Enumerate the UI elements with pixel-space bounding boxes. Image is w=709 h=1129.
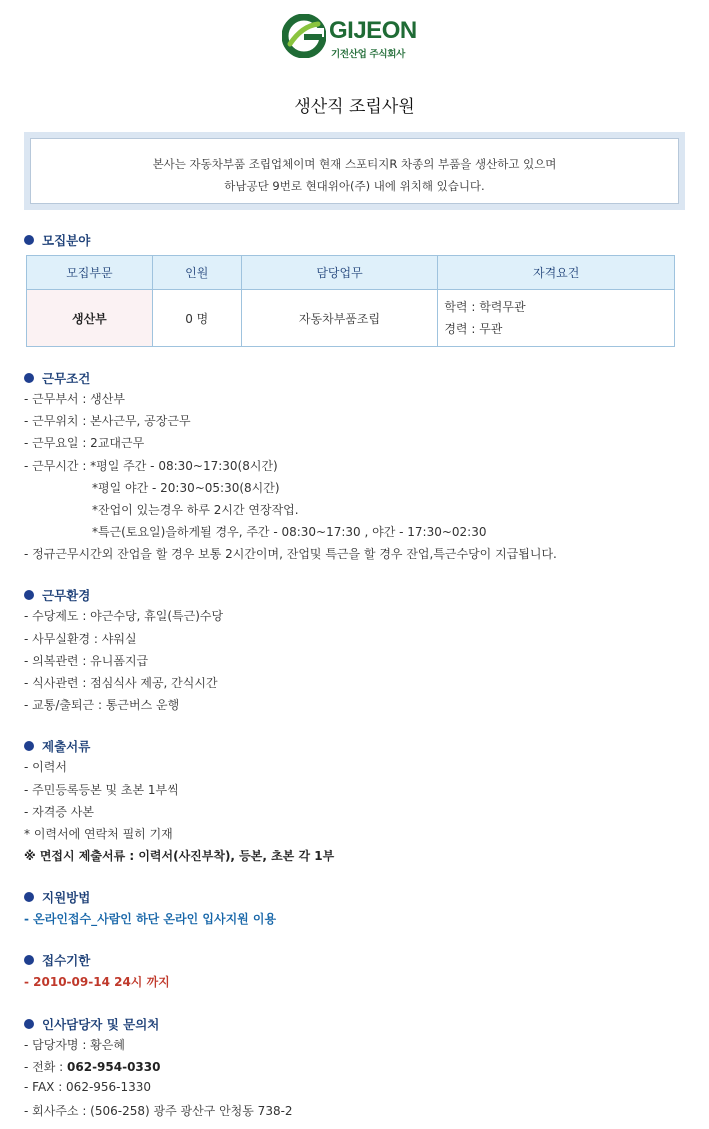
intro-line-2: 하남공단 9번로 현대위아(주) 내에 위치해 있습니다. <box>224 179 485 193</box>
environment-line: - 사무실환경 : 샤워실 <box>24 632 137 646</box>
bullet-icon <box>24 955 34 965</box>
environment-line: - 교통/출퇴근 : 통근버스 운행 <box>24 698 180 712</box>
table-row <box>27 290 675 347</box>
document-line: - 주민등록등본 및 초본 1부씩 <box>24 783 179 797</box>
condition-line: - 근무요일 : 2교대근무 <box>24 436 145 450</box>
bullet-icon <box>24 1019 34 1029</box>
environment-line: - 의복관련 : 유니폼지급 <box>24 654 149 668</box>
apply-method-text: - 온라인접수_사람인 하단 온라인 입사지원 이용 <box>24 912 277 926</box>
condition-line: *특근(토요일)을하게될 경우, 주간 - 08:30~17:30 , 야간 - 17:30~02:30 <box>92 525 487 539</box>
section-heading-label: 인사담당자 및 문의처 <box>42 1017 160 1032</box>
bullet-icon <box>24 235 34 245</box>
environment-line: - 수당제도 : 야근수당, 휴일(특근)수당 <box>24 609 224 623</box>
table-header-row <box>27 256 675 290</box>
bullet-icon <box>24 373 34 383</box>
logo-mark-icon <box>282 14 326 58</box>
section-heading-label: 지원방법 <box>42 890 91 905</box>
contact-phone-number: 062-954-0330 <box>67 1060 161 1074</box>
company-logo <box>282 14 432 62</box>
condition-line: *잔업이 있는경우 하루 2시간 연장작업. <box>92 503 299 517</box>
environment-line: - 식사관련 : 점심식사 제공, 간식시간 <box>24 676 218 690</box>
column-header: 자격요건 <box>438 256 675 290</box>
section-heading-label: 접수기한 <box>42 953 91 968</box>
section-heading-label: 근무조건 <box>42 371 91 386</box>
section-heading-recruit <box>24 231 90 249</box>
section-heading-environment <box>24 586 90 604</box>
document-note: ※ 면접시 제출서류 : 이력서(사진부착), 등본, 초본 각 1부 <box>24 849 335 863</box>
column-header: 모집부문 <box>27 256 153 290</box>
condition-line: - 정규근무시간외 잔업을 할 경우 보통 2시간이며, 잔업및 특근을 할 경우 잔업,특근수당이 지급됩니다. <box>24 547 557 561</box>
bullet-icon <box>24 741 34 751</box>
column-header: 담당업무 <box>241 256 438 290</box>
section-heading-contact <box>24 1015 159 1033</box>
section-heading-label: 제출서류 <box>42 739 91 754</box>
contact-fax: - FAX : 062-956-1330 <box>24 1080 152 1094</box>
condition-line: - 근무부서 : 생산부 <box>24 392 125 406</box>
cell-duty: 자동차부품조립 <box>241 290 438 347</box>
section-heading-label: 근무환경 <box>42 588 91 603</box>
document-line: - 자격증 사본 <box>24 805 94 819</box>
logo-subtitle: 기전산업 주식회사 <box>331 49 406 60</box>
condition-line: - 근무시간 : *평일 주간 - 08:30~17:30(8시간) <box>24 459 278 473</box>
intro-line-1: 본사는 자동차부품 조립업체이며 현재 스포티지R 차종의 부품을 생산하고 있으며 <box>152 157 557 171</box>
contact-manager: - 담당자명 : 황은혜 <box>24 1038 125 1052</box>
section-heading-apply <box>24 888 90 906</box>
deadline-text: - 2010-09-14 24시 까지 <box>24 975 170 989</box>
cell-requirements <box>438 290 675 347</box>
section-heading-documents <box>24 737 90 755</box>
cell-dept: 생산부 <box>27 290 153 347</box>
requirement-education: 학력 : 학력무관 <box>444 300 526 314</box>
document-line: * 이력서에 연락처 필히 기재 <box>24 827 173 841</box>
page-title: 생산직 조립사원 <box>294 97 415 117</box>
logo-name: GIJEON <box>329 17 417 44</box>
contact-phone-label: - 전화 : <box>24 1060 68 1074</box>
requirement-experience: 경력 : 무관 <box>444 322 503 336</box>
intro-content <box>30 138 679 204</box>
document-line: - 이력서 <box>24 760 67 774</box>
condition-line: *평일 야간 - 20:30~05:30(8시간) <box>92 481 280 495</box>
section-heading-conditions <box>24 369 90 387</box>
intro-box <box>24 132 685 210</box>
section-heading-label: 모집분야 <box>42 233 91 248</box>
section-heading-deadline <box>24 951 90 969</box>
contact-address: - 회사주소 : (506-258) 광주 광산구 안청동 738-2 <box>24 1104 293 1118</box>
condition-line: - 근무위치 : 본사근무, 공장근무 <box>24 414 191 428</box>
recruit-table <box>26 255 675 347</box>
bullet-icon <box>24 590 34 600</box>
column-header: 인원 <box>152 256 241 290</box>
bullet-icon <box>24 892 34 902</box>
contact-phone-line <box>24 1058 160 1075</box>
cell-count: 0 명 <box>152 290 241 347</box>
